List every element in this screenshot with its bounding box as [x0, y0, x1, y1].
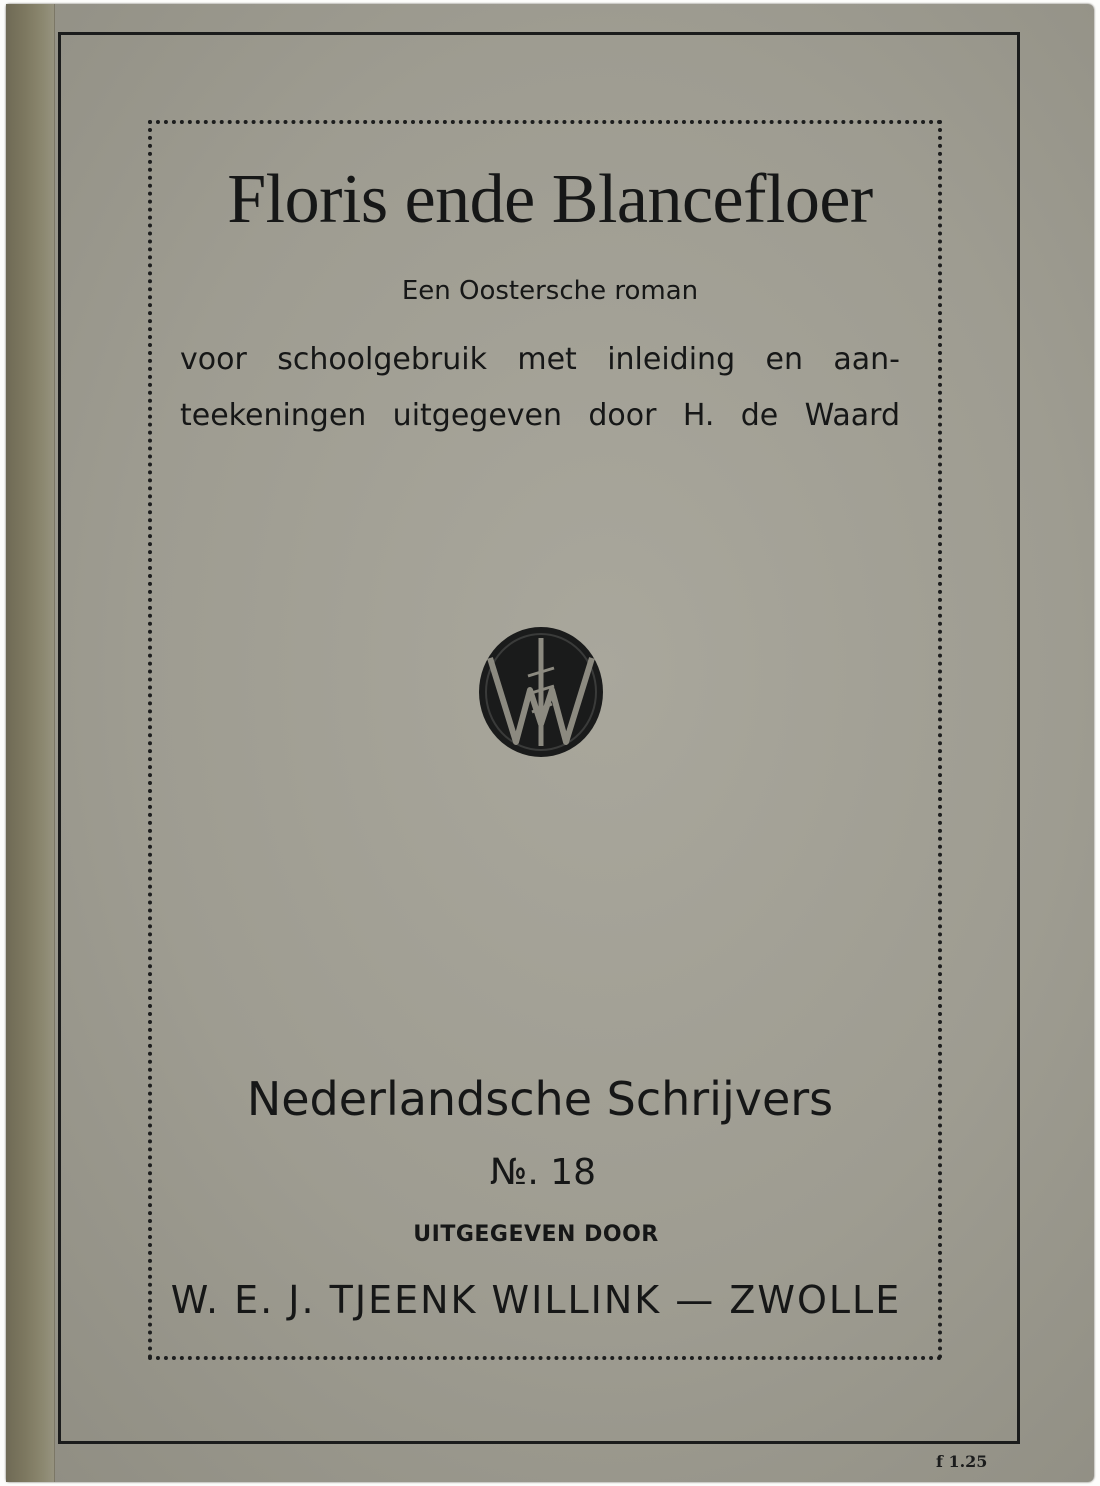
series-name: Nederlandsche Schrijvers [246, 1072, 834, 1126]
publisher-name: W. E. J. TJEENK WILLINK — ZWOLLE [170, 1278, 902, 1322]
publisher-monogram-icon [476, 624, 606, 760]
series-number: №. 18 [489, 1152, 597, 1193]
book-title: Floris ende Blancefloer [227, 161, 873, 238]
publisher-label: UITGEGEVEN DOOR [413, 1222, 659, 1247]
description-line-1: voor schoolgebruik met inleiding en aan- [180, 342, 900, 377]
description-line-2: teekeningen uitgegeven door H. de Waard [180, 398, 900, 433]
price-label: f 1.25 [936, 1452, 988, 1471]
book-subtitle: Een Oostersche roman [401, 276, 699, 306]
